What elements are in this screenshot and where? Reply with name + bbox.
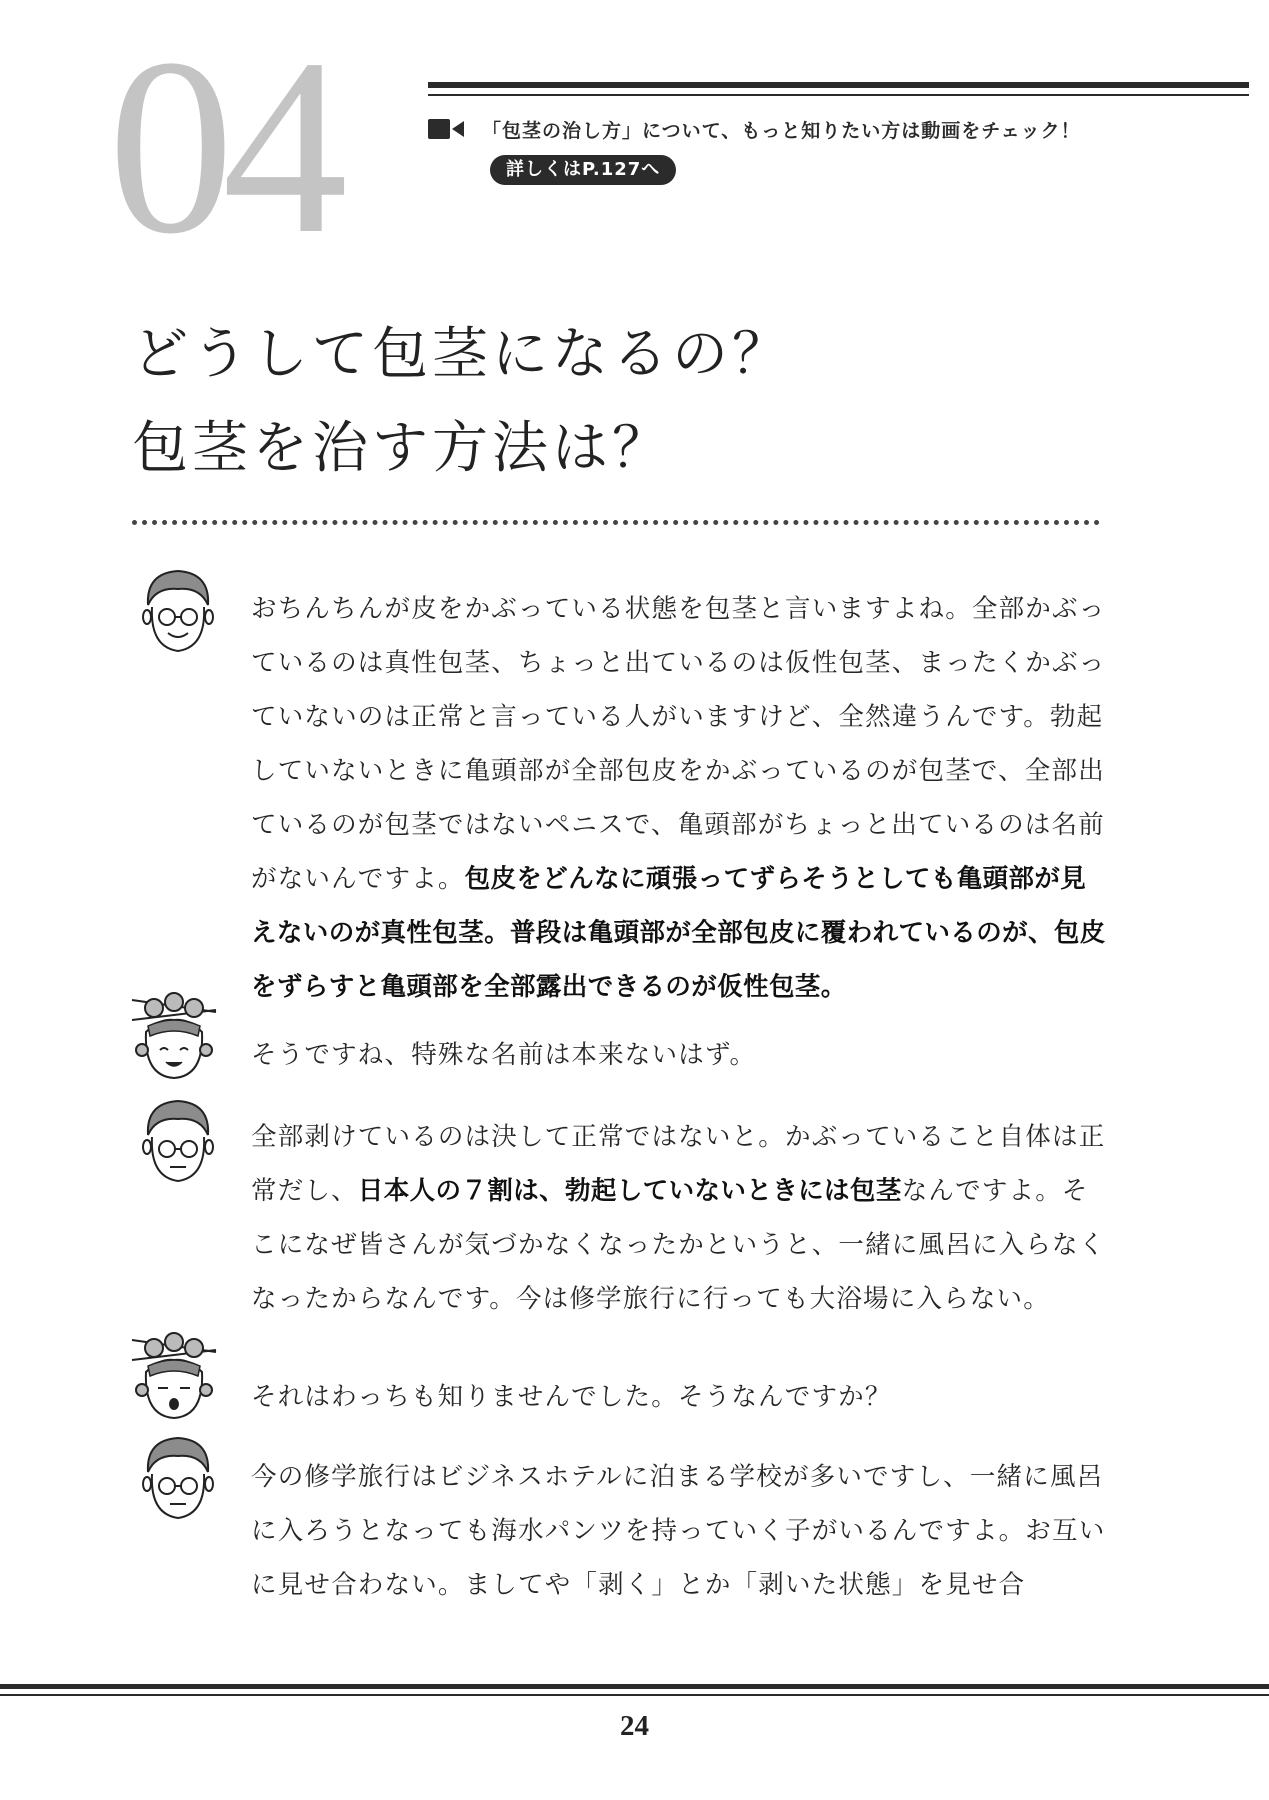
chapter-number: 04 <box>108 6 336 286</box>
oiran-smiling-face-icon <box>130 990 218 1086</box>
dialog-paragraph-2: そうですね、特殊な名前は本来ないはず。 <box>251 1040 757 1070</box>
video-camera-icon <box>428 119 464 139</box>
footer-rule-thick <box>0 1684 1269 1689</box>
dialog-paragraph-4: それはわっちも知りませんでした。そうなんですか？ <box>251 1382 892 1412</box>
footer-rule-thin <box>0 1694 1269 1696</box>
header-rule-thick <box>428 82 1249 88</box>
video-note: 「包茎の治し方」について、もっと知りたい方は動画をチェック！ <box>482 120 1081 142</box>
page-number: 24 <box>620 1710 649 1742</box>
page-reference-badge[interactable]: 詳しくはP.127へ <box>490 155 676 185</box>
dialog-paragraph-3: 全部剥けているのは決して正常ではないと。かぶっていること自体は正常だし、日本人の７割は、勃起していないときには包茎なんですよ。そこになぜ皆さんが気づかなくなったかというと、一緒に風呂に入らなくなったからなんです。今は修学旅行に行っても大浴場に入らない。 <box>251 1122 1106 1314</box>
doctor-face-icon <box>134 565 222 661</box>
title-divider <box>132 520 1100 525</box>
dialog-paragraph-1: おちんちんが皮をかぶっている状態を包茎と言いますよね。全部かぶっているのは真性包茎、ちょっと出ているのは仮性包茎、まったくかぶっていないのは正常と言っている人がいますけど、全然違うんです。勃起していないときに亀頭部が全部包皮をかぶっているのが包茎で、全部出ているのが包茎ではないペニスで、亀頭部がちょっと出ているのは名前がないんですよ。包皮をどんなに頑張ってずらそうとしても亀頭部が見えないのが真性包茎。普段は亀頭部が全部包皮に覆われているのが、包皮をずらすと亀頭部を全部露出できるのが仮性包茎。 <box>251 594 1106 1002</box>
page-title-line-2: 包茎を治す方法は？ <box>132 416 672 481</box>
page-title-line-1: どうして包茎になるの？ <box>132 322 792 387</box>
header-rule-thin <box>428 94 1249 96</box>
oiran-surprised-face-icon <box>130 1330 218 1426</box>
doctor-face-icon <box>134 1432 222 1528</box>
doctor-face-icon <box>134 1095 222 1191</box>
dialog-paragraph-5: 今の修学旅行はビジネスホテルに泊まる学校が多いですし、一緒に風呂に入ろうとなっても海水パンツを持っていく子がいるんですよ。お互いに見せ合わない。ましてや「剥く」とか「剥いた状態」を見せ合 <box>251 1462 1106 1600</box>
